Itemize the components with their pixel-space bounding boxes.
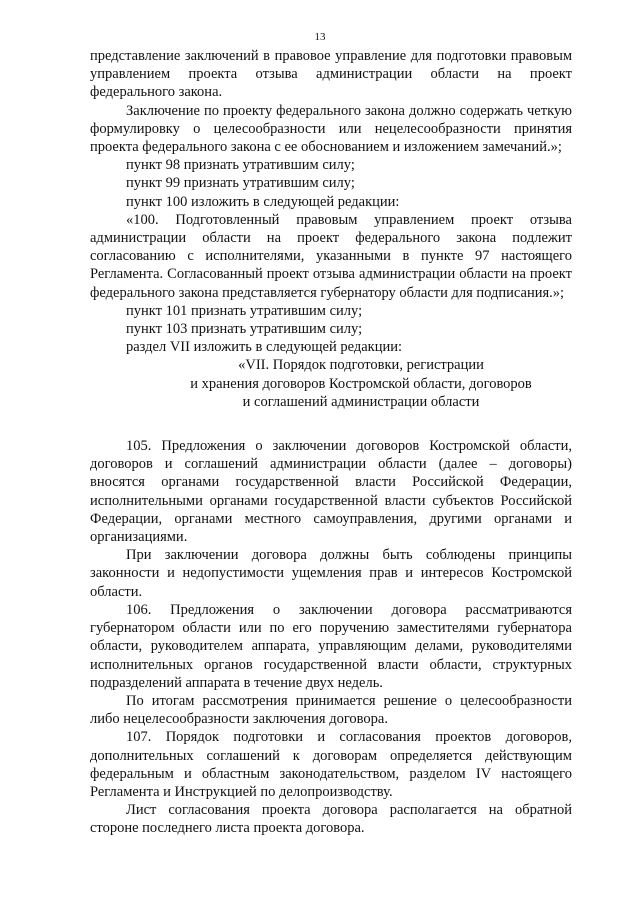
paragraph-item-106: 106. Предложения о заключении договора рассматриваются губернатором области или по его поручению заместителями губернатора области, руководителем аппарата, управляющим делами, руководителями исполнительных органов государственной власти области, структурных подразделений аппарата в течение двух недель. <box>90 601 572 691</box>
paragraph-principles: При заключении договора должны быть соблюдены принципы законности и недопустимости ущемления прав и интересов Костромской области. <box>90 547 572 600</box>
paragraph-item-100-intro: пункт 100 изложить в следующей редакции: <box>126 193 400 210</box>
paragraph-section-7-intro: раздел VII изложить в следующей редакции: <box>126 339 403 356</box>
paragraph-item-99: пункт 99 признать утратившим силу; <box>126 175 355 192</box>
section-heading-line: «VII. Порядок подготовки, регистрации <box>238 357 484 374</box>
section-heading-line: и хранения договоров Костромской области, договоров <box>190 375 532 392</box>
paragraph-item-105: 105. Предложения о заключении договоров Костромской области, договоров и соглашений администрации области (далее – договоры) вносятся органами государственной власти Российской Федерации, исполнительными органами государственной власти субъектов Российской Федерации, органами местного самоуправления, другими органами и организациями. <box>90 438 572 546</box>
document-body <box>90 47 572 838</box>
section-heading <box>90 356 572 411</box>
paragraph-approval-sheet: Лист согласования проекта договора располагается на обратной стороне последнего листа проекта договора. <box>90 802 572 837</box>
paragraph-item-103: пункт 103 признать утратившим силу; <box>126 321 363 338</box>
paragraph-conclusion: Заключение по проекту федерального закона должно содержать четкую формулировку о целесообразности или нецелесообразности принятия проекта федерального закона с ее обоснованием и изложением замечаний.»; <box>90 102 572 156</box>
paragraph-item-107: 107. Порядок подготовки и согласования проектов договоров, дополнительных соглашений к договорам определяется действующим федеральным и областным законодательством, разделом IV настоящего Регламента и Инструкцией по делопроизводству. <box>90 729 572 800</box>
page-number: 13 <box>314 31 326 43</box>
paragraph-item-100-text: «100. Подготовленный правовым управлением проект отзыва администрации области на проект федерального закона подлежит согласованию с исполнителями, указанными в пункте 97 настоящего Регламента. Согласованный проект отзыва администрации области на проект федерального закона представляется губернатору области для подписания.»; <box>90 211 572 301</box>
paragraph-item-101: пункт 101 признать утратившим силу; <box>126 302 363 319</box>
section-spacer <box>90 411 572 437</box>
paragraph-decision: По итогам рассмотрения принимается решение о целесообразности либо нецелесообразности заключения договора. <box>90 692 572 728</box>
section-heading-line: и соглашений администрации области <box>242 393 480 410</box>
paragraph-continuation: представление заключений в правовое управление для подготовки правовым управлением проекта отзыва администрации области на проект федерального закона. <box>90 48 572 101</box>
paragraph-item-98: пункт 98 признать утратившим силу; <box>126 157 355 174</box>
